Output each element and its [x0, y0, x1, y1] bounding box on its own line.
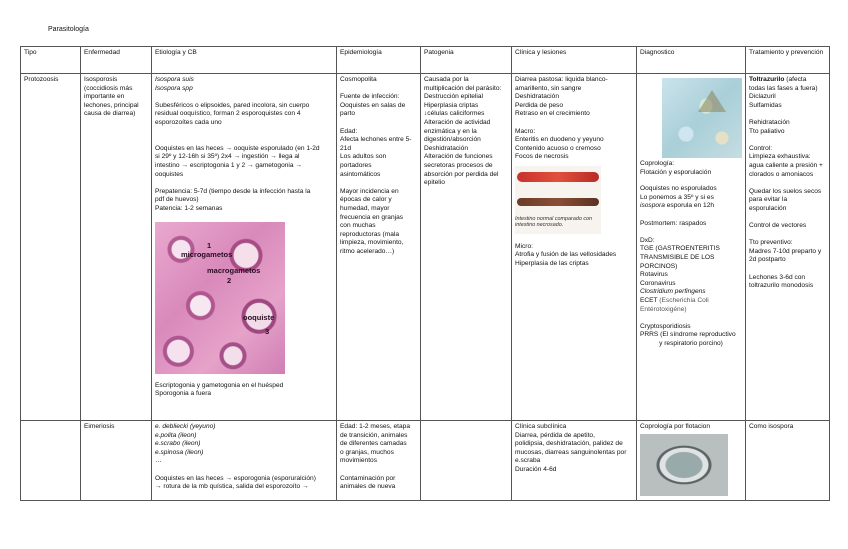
text-line: frecuencia en granjas — [340, 213, 404, 221]
text-line: Limpieza exhaustiva: — [749, 153, 811, 161]
text-line: Fuente de infección: — [340, 93, 400, 101]
text-line: Focos de necrosis — [515, 153, 569, 161]
text-line: importante en — [84, 93, 125, 101]
cell-etiologia — [152, 74, 337, 421]
header-etiologia: Etiología y CB — [152, 47, 337, 74]
microscopy-image — [155, 222, 285, 374]
text-line: movimientos — [340, 457, 378, 465]
text-line: Subesféricos o elipsoides, pared incolora, sin cuerpo — [155, 101, 310, 109]
text-line: Alteración de actividad — [424, 118, 491, 126]
text-line: Clínica subclínica — [515, 423, 567, 430]
text-line: Rotavirus — [640, 271, 668, 279]
drug-name: Toltrazurilo — [749, 76, 785, 83]
text-line: Control: — [749, 144, 773, 152]
text-line: Afecta lechones entre 5- — [340, 136, 412, 144]
header-tratamiento: Tratamiento y prevención — [746, 47, 830, 74]
text-line — [749, 179, 826, 188]
text-line: con muchas — [340, 222, 376, 230]
header-patogenia: Patogenia — [421, 47, 512, 74]
cell-epidemiologia — [337, 74, 421, 421]
oocyst-image — [640, 434, 728, 496]
header-diagnostico: Diagnostico — [637, 47, 746, 74]
table-row-eimeriosis — [21, 421, 830, 501]
text-line: Edad: 1-2 meses, etapa — [340, 423, 411, 430]
text-line: PRRS (El síndrome reproductivo — [640, 331, 736, 339]
text-line: Perdida de peso — [515, 101, 564, 109]
cell-clinica — [512, 74, 637, 421]
text-line: absorción por perdida del — [424, 170, 499, 178]
text-line: 2d postparto — [749, 256, 786, 264]
text-line: esporozoítes cada uno — [155, 118, 222, 126]
text-line: Macro: — [515, 127, 536, 135]
cell-tratamiento — [746, 74, 830, 421]
text-line — [515, 119, 633, 128]
text-line: esporulación — [749, 204, 787, 212]
text-line: Ooquistes en las heces → ooquiste esporulado (en 1-2d — [155, 144, 320, 152]
micro-label-ooquiste: ooquiste — [243, 312, 275, 322]
text-line: Enteritis en duodeno y yeyuno — [515, 136, 604, 144]
text-line: o granjas, muchos — [340, 448, 394, 456]
text-line: Isosporosis — [84, 76, 118, 83]
text-line: Coronavirus — [640, 279, 676, 287]
text-line: humedad, mayor — [340, 204, 390, 212]
text-line — [340, 466, 417, 475]
cell-diagnostico — [637, 74, 746, 421]
text-line — [340, 179, 417, 188]
species-name: e.spinosa (ileon) — [155, 448, 204, 456]
text-line: Diarrea, pérdida de apetito, — [515, 431, 595, 439]
text-line: Hiperplasia criptas — [424, 101, 479, 109]
text-line: Tto preventivo: — [749, 239, 793, 247]
text-line: intestino → escriptogonia 1 y 2 → gametogonia → — [155, 161, 302, 169]
text-line: Diarrea pastosa: liquida blanco- — [515, 76, 608, 83]
text-line: multiplicación del parásito: — [424, 84, 502, 92]
cell-patogenia-empty — [421, 421, 512, 501]
cell-tratamiento: Como isospora — [746, 421, 830, 501]
species-name: Clostridium perfingens — [640, 288, 706, 296]
text-line — [749, 265, 826, 274]
species-name: e.polita (ileon) — [155, 431, 197, 439]
text-line: y respiratorio porcino) — [659, 339, 723, 347]
text-line: Ooquistes no esporulados — [640, 185, 717, 193]
cell-enfermedad — [81, 74, 152, 421]
text-line — [340, 85, 417, 94]
cell-enfermedad: Eimeriosis — [81, 421, 152, 501]
header-enfermedad: Enfermedad — [81, 47, 152, 74]
text-line: Postmortem: raspados — [640, 219, 707, 227]
text-line: DxD: — [640, 236, 655, 244]
text-line: asintomáticos — [340, 170, 381, 178]
species-name: e. debliecki (yeyuno) — [155, 423, 216, 430]
text-line — [340, 119, 417, 128]
text-line: (coccidiosis más — [84, 84, 133, 92]
text-line — [749, 110, 826, 119]
text-line: Duración 4-6d — [515, 465, 557, 473]
text-line: Coprología por flotacion — [640, 423, 711, 430]
text-line: Atrofia y fusión de las vellosidades — [515, 251, 617, 259]
text-line: → rotura de la mb quística, salida del esporozoíto → — [155, 483, 309, 491]
text-line: ↓células caliciformes — [424, 110, 485, 118]
text-line: Control de vectores — [749, 222, 807, 230]
text-line: Contaminación por — [340, 474, 396, 482]
text-line: Mayor incidencia en — [340, 187, 399, 195]
species-name: isospora — [640, 202, 665, 210]
text-line: Edad: — [340, 127, 358, 135]
text-line: Rehidratación — [749, 118, 790, 126]
text-line: Sulfamidas — [749, 101, 782, 109]
text-line: Cosmopolita — [340, 76, 377, 83]
text-line: ECET — [640, 296, 658, 304]
text-line: Quedar los suelos secos — [749, 187, 822, 195]
text-line: Cryptosporidiosis — [640, 322, 691, 330]
image-caption: Intestino normal comparado con intestino necrosado. — [515, 215, 593, 229]
text-line: digestión/absorción — [424, 136, 481, 144]
species-name: Isospora spp — [155, 84, 193, 92]
micro-label-number: 3 — [265, 326, 270, 336]
text-line — [749, 214, 826, 223]
micro-label-number: 1 — [207, 240, 212, 250]
text-line: Escriptogonia y gametogonia en el huésped — [155, 381, 284, 389]
text-line: si 29º y 12-16h si 35º) 2x4 → ingestión → llega al — [155, 153, 300, 161]
text-line: enzimática y en la — [424, 127, 477, 135]
text-line: ooquistes — [155, 170, 184, 178]
text-line: Deshidratación — [515, 93, 559, 101]
text-line: residual ooquístico, forman 2 esporoquistes con 4 — [155, 110, 301, 118]
text-line: Lo ponemos a 35º y si es — [640, 193, 714, 201]
text-line: Entérotoxigéne) — [640, 305, 687, 313]
text-line: épocas de calor y — [340, 196, 392, 204]
text-line: Causada por la — [424, 76, 469, 83]
text-line: e.scraba — [515, 457, 541, 465]
text-line: esporula en 12h — [664, 202, 715, 210]
header-row — [21, 47, 830, 74]
text-line: … — [155, 457, 162, 465]
table-row-isosporosis — [21, 74, 830, 421]
text-line: Los adultos son — [340, 153, 387, 161]
text-line: amarillento, sin sangre — [515, 84, 582, 92]
cell-tipo: Protozoosis — [21, 74, 81, 421]
text-line: animales de nueva — [340, 483, 396, 491]
text-line: Lechones 3-6d con — [749, 273, 806, 281]
species-name: Isospora suis — [155, 76, 194, 83]
intestine-image — [515, 166, 601, 234]
text-line: agua caliente a presión + — [749, 161, 823, 169]
text-line: TGE (GASTROENTERITIS — [640, 245, 720, 253]
text-line: Contenido acuoso o cremoso — [515, 144, 601, 152]
text-line: de diferentes camadas — [340, 440, 407, 448]
text-line: Ooquistes en salas de — [340, 101, 406, 109]
text-line: Deshidratación — [424, 144, 468, 152]
text-line: mucosas, diarreas sanguinolentas por — [515, 448, 627, 456]
text-line: de transición, animales — [340, 431, 408, 439]
text-line — [749, 231, 826, 240]
header-clinica: Clínica y lesiones — [512, 47, 637, 74]
text-line: TRANSMISIBLE DE LOS — [640, 253, 715, 261]
text-line: toltrazurilo monodosis — [749, 282, 814, 290]
cell-patogenia — [421, 74, 512, 421]
text-line: Flotación y esporulación — [640, 168, 712, 176]
cell-epidemiologia — [337, 421, 421, 501]
text-line: Destrucción epitelial — [424, 93, 484, 101]
text-line: Hiperplasia de las criptas — [515, 259, 589, 267]
text-line: Patencia: 1-2 semanas — [155, 204, 223, 212]
text-line: secretoras procesos de — [424, 161, 493, 169]
text-line: clorados o amoniacos — [749, 170, 814, 178]
cell-tipo-empty — [21, 421, 81, 501]
cell-etiologia — [152, 421, 337, 501]
text-line: parto — [340, 110, 356, 118]
header-epidemiologia: Epidemiología — [337, 47, 421, 74]
text-line: PORCINOS) — [640, 262, 678, 270]
text-line: portadores — [340, 161, 372, 169]
text-line: Tto paliativo — [749, 127, 785, 135]
cell-diagnostico — [637, 421, 746, 501]
text-line: para evitar la — [749, 196, 788, 204]
text-line: Diclazuril — [749, 93, 776, 101]
text-line: Retraso en el crecimiento — [515, 110, 590, 118]
text-line: 21d — [340, 144, 352, 152]
text-line: Coprología: — [640, 160, 675, 167]
micro-label-macrogametos: macrogametos — [207, 265, 261, 275]
text-line: Sporogonia a fuera — [155, 390, 212, 398]
text-line: (Escherichia Coli — [657, 296, 709, 304]
parasitology-table — [20, 46, 830, 501]
text-line: ritmo acelerado…) — [340, 247, 395, 255]
text-line: pdf de huevos) — [155, 196, 199, 204]
text-line: lechones, principal — [84, 101, 139, 109]
header-tipo: Tipo — [21, 47, 81, 74]
text-line: Micro: — [515, 242, 533, 250]
text-line — [749, 136, 826, 145]
text-line: reproductoras (mala — [340, 230, 400, 238]
oocyst-flotation-image — [662, 78, 742, 158]
text-line: todas las fases a fuera) — [749, 84, 818, 92]
document-title: Parasitología — [48, 26, 89, 33]
text-line: Ooquistes en las heces → esporogonia (esporuralción) — [155, 474, 316, 482]
text-line: polidipsia, deshidratación, palidez de — [515, 440, 623, 448]
cell-clinica — [512, 421, 637, 501]
species-name: e.scrabo (ileon) — [155, 440, 201, 448]
text-line: epitelio — [424, 179, 445, 187]
text-line: Madres 7-10d preparto y — [749, 247, 822, 255]
text-line: limpieza, movimiento, — [340, 239, 404, 247]
text-line: (afecta — [784, 76, 807, 83]
micro-label-microgametos: microgametos — [181, 249, 233, 259]
text-line: Alteración de funciones — [424, 153, 493, 161]
text-line: Prepatencia: 5-7d (tiempo desde la infección hasta la — [155, 187, 311, 195]
text-line: causa de diarrea) — [84, 110, 136, 118]
micro-label-number: 2 — [227, 275, 232, 285]
